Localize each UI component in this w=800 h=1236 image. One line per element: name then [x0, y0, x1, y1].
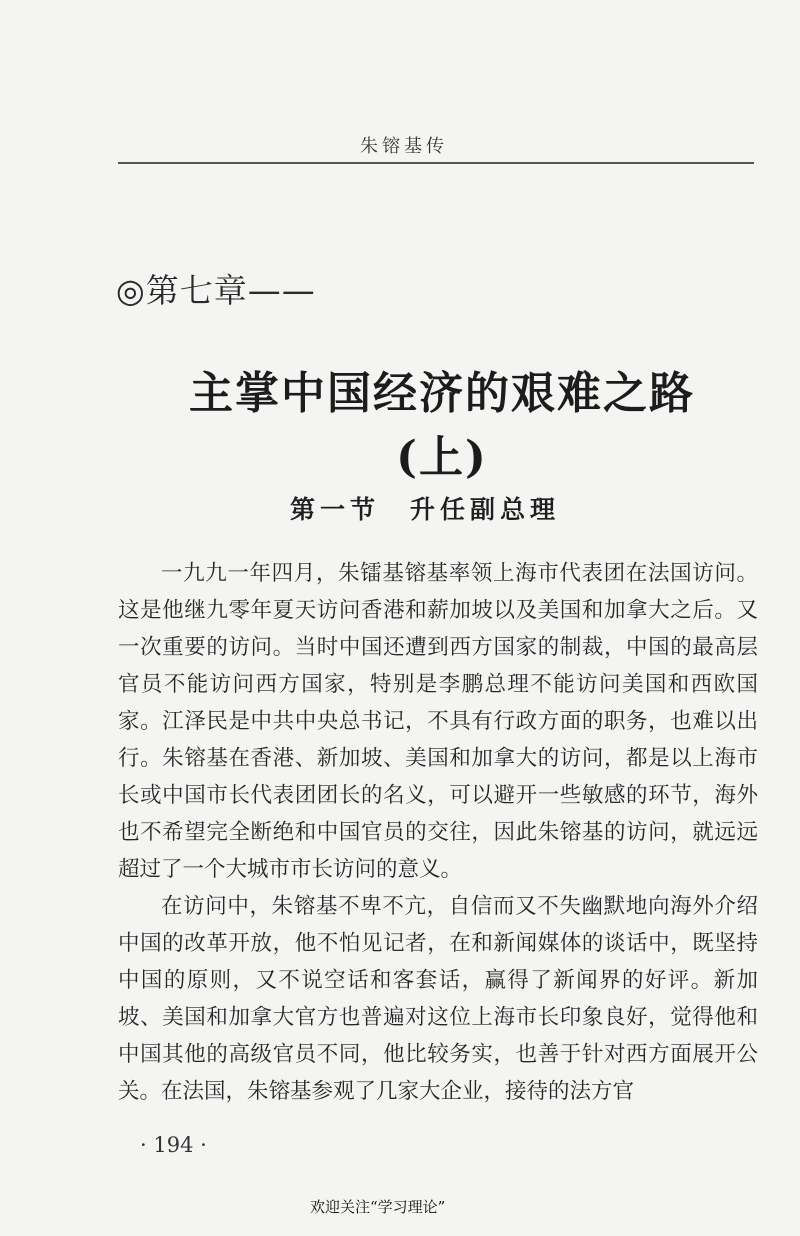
body-text	[118, 555, 758, 1110]
footer-note: 欢迎关注“学习理论”	[310, 1198, 446, 1216]
chapter-title: 主掌中国经济的艰难之路(上)	[189, 368, 695, 483]
header-rule	[118, 162, 754, 164]
chapter-label: ◎第七章——	[116, 271, 316, 310]
paragraph-2: 在访问中，朱镕基不卑不亢，自信而又不失幽默地向海外介绍中国的改革开放，他不怕见记者，在和新闻媒体的谈话中，既坚持中国的原则，又不说空话和客套话，赢得了新闻界的好评。新加坡、美国和加拿大官方也普遍对这位上海市长印象良好，觉得他和中国其他的高级官员不同，他比较务实，也善于针对西方面展开公关。在法国，朱镕基参观了几家大企业，接待的法方官	[118, 894, 758, 1104]
paragraph-1: 一九九一年四月，朱镭基镕基率领上海市代表团在法国访问。这是他继九零年夏天访问香港和薪加坡以及美国和加拿大之后。又一次重要的访问。当时中国还遭到西方国家的制裁，中国的最高层官员不能访问西方国家，特别是李鹏总理不能访问美国和西欧国家。江泽民是中共中央总书记，不具有行政方面的职务，也难以出行。朱镕基在香港、新加坡、美国和加拿大的访问，都是以上海市长或中国市长代表团团长的名义，可以避开一些敏感的环节，海外也不希望完全断绝和中国官员的交往，因此朱镕基的访问，就远远超过了一个大城市市长访问的意义。	[118, 561, 758, 882]
running-header-title: 朱镕基传	[360, 136, 448, 157]
page-number: · 194 ·	[140, 1133, 207, 1157]
section-title: 第一节 升任副总理	[290, 495, 561, 524]
